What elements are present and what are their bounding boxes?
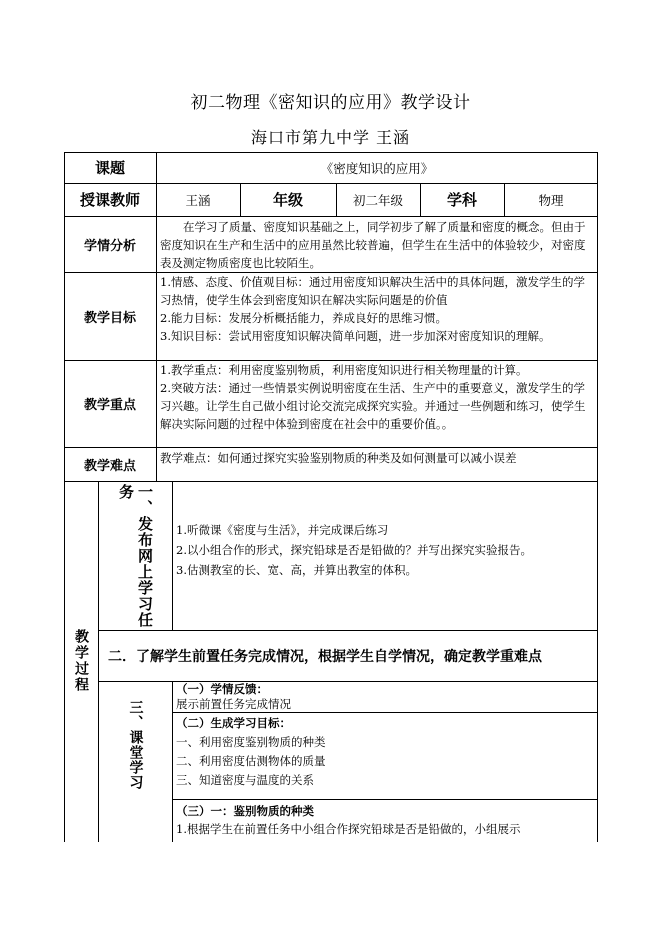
section3-label-text: 三、课堂学习 [127, 700, 144, 790]
goal-item: 3.知识目标：尝试用密度知识解决简单问题，进一步加深对密度知识的理解。 [160, 329, 551, 343]
difficulty-label: 教学难点 [83, 458, 136, 474]
generated-goals-block [176, 714, 596, 790]
key-label: 教学重点 [83, 398, 136, 413]
analysis-text: 在学习了质量、密度知识基础之上，同学初步了解了质量和密度的概念。但由于密度知识在生产和生活中的应用虽然比较普遍，但学生在生活中的体验较少，对密度表及测定物质密度也比较陌生。 [160, 220, 586, 270]
identify-substance-block [176, 802, 596, 838]
process-label [66, 480, 96, 842]
topic-value: 《密度知识的应用》 [320, 160, 434, 176]
generated-goal-item: 一、利用密度鉴别物质的种类 [176, 735, 326, 749]
subject-label: 学科 [446, 191, 477, 209]
col-divider [172, 481, 173, 630]
section2-text: 二．了解学生前置任务完成情况，根据学生自学情况，确定教学重难点 [108, 648, 542, 665]
generated-goals-title: （二）生成学习目标： [176, 716, 291, 730]
feedback-block [176, 682, 596, 712]
key-points-list [160, 361, 594, 433]
row-divider [172, 712, 598, 713]
row-divider [172, 799, 598, 800]
difficulty-text: 教学难点：如何通过探究实验鉴别物质的种类及如何测量可以减小误差 [160, 451, 517, 465]
goals-list [160, 273, 594, 345]
subject-value: 物理 [538, 192, 564, 208]
generated-goal-item: 三、知道密度与温度的关系 [176, 773, 314, 787]
goal-item: 1.情感、态度、价值观目标：通过用密度知识解决生活中的具体问题，激发学生的学习热情，使学生体会到密度知识在解决实际问题是的价值 [160, 275, 585, 307]
col-divider [172, 681, 173, 842]
teacher-value: 王涵 [185, 192, 211, 208]
section1-label-text: 一、发布网上学习任务 [117, 484, 154, 628]
identify-substance-title: （三）一：鉴别物质的种类 [176, 804, 314, 818]
identify-substance-text: 1.根据学生在前置任务中小组合作探究铅球是否是铅做的，小组展示 [176, 822, 521, 836]
grade-value: 初二年级 [352, 192, 403, 208]
key-point-item: 2.突破方法：通过一些情景实例说明密度在生活、生产中的重要意义，激发学生的学习兴趣。让学生自己做小组讨论交流完成探究实验。并通过一些例题和练习，使学生解决实际问题的过程中体验到密度在社会中的重要价值。。 [160, 381, 586, 431]
feedback-title: （一）学情反馈： [176, 682, 268, 696]
section3-label [100, 700, 170, 820]
task-item: 1.听微课《密度与生活》，并完成课后练习 [176, 523, 389, 537]
teacher-label: 授课教师 [79, 191, 140, 209]
document-subtitle: 海口市第九中学 王涵 [250, 128, 411, 147]
analysis-label: 学情分析 [83, 238, 136, 254]
task-item: 2.以小组合作的形式，探究铅球是否是铅做的？并写出探究实验报告。 [176, 543, 532, 557]
grade-label: 年级 [272, 191, 303, 209]
document-title: 初二物理《密知识的应用》教学设计 [190, 93, 471, 113]
topic-label: 课题 [94, 159, 125, 177]
generated-goal-item: 二、利用密度估测物体的质量 [176, 754, 326, 768]
goals-label: 教学目标 [83, 310, 136, 326]
section1-tasks [176, 520, 596, 580]
process-label-text: 教学过程 [73, 629, 89, 693]
task-item: 3.估测教室的长、宽、高，并算出教室的体积。 [176, 563, 417, 577]
key-point-item: 1.教学重点：利用密度鉴别物质，利用密度知识进行相关物理量的计算。 [160, 363, 528, 377]
feedback-text: 展示前置任务完成情况 [176, 697, 291, 711]
section1-label [100, 482, 170, 629]
goal-item: 2.能力目标：发展分析概括能力，养成良好的思维习惯。 [160, 311, 447, 325]
